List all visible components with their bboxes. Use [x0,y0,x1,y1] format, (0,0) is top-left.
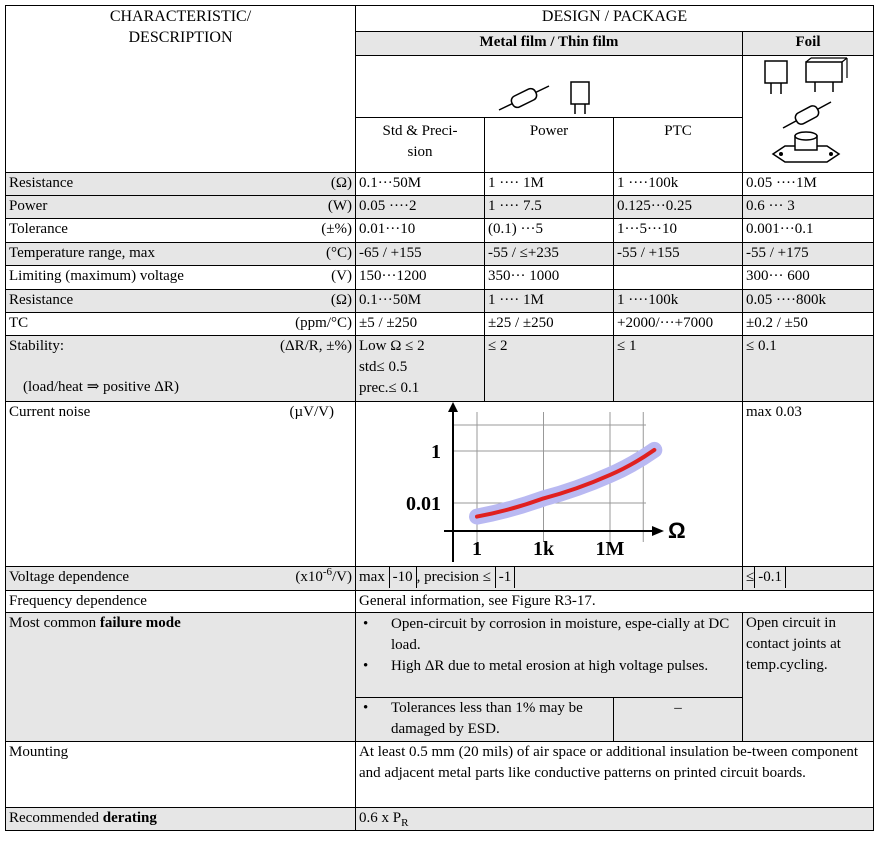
cell-value: 0.125···0.25 [614,196,743,219]
design-package-header: DESIGN / PACKAGE [356,6,874,32]
axial-foil-resistor-icon [783,102,831,128]
cell-value: +2000/···+7000 [614,313,743,336]
x-tick-label: 1 [472,538,482,560]
current-noise-chart [356,402,743,566]
noise-chart-cell [356,402,743,567]
cell-value: 0.6 ··· 3 [743,196,874,219]
row-label: TC (ppm/°C) [6,313,356,336]
list-item: • Open-circuit by corrosion in moisture, espe-cially at DC load. [391,614,739,656]
box-foil-resistor-icon [806,58,847,92]
list-item: • Tolerances less than 1% may be damaged by ESD. [391,698,610,740]
cell-value: 1 ···· 1M [485,290,614,313]
cell-value: ±5 / ±250 [356,313,485,336]
metal-film-header: Metal film / Thin film [356,32,743,56]
cell-value: 0.1···50M [356,173,485,196]
noise-foil-value: max 0.03 [743,402,874,567]
cell-value: ±25 / ±250 [485,313,614,336]
cell-value: 1 ···· 7.5 [485,196,614,219]
cell-value [614,266,743,290]
cell-value: ±0.2 / ±50 [743,313,874,336]
row-label: Temperature range, max (°C) [6,243,356,266]
resistor-package-icons [356,56,743,116]
cell-value: 150···1200 [356,266,485,290]
cell-value: 300··· 600 [743,266,874,290]
voltage-label: Voltage dependence $(x10^{-6}/V)$ [6,567,356,591]
std-precision-header: Std & Preci- sion [356,117,485,172]
row-label: Tolerance (±%) [6,219,356,243]
stability-foil-value: ≤ 0.1 [743,336,874,402]
mounting-value: At least 0.5 mm (20 mils) of air space or additional insulation be-tween component and adjacent metal parts like conductive patterns on printed circuit boards. [356,742,874,808]
y-axis-arrow [448,402,458,412]
cell-value: (0.1) ···5 [485,219,614,243]
cell-value: 1 ····100k [614,290,743,313]
foil-resistor-icons [743,56,874,172]
cell-value: 0.05 ····800k [743,290,874,313]
frequency-value: General information, see Figure R3-17. [356,591,874,613]
cell-value: 1···5···10 [614,219,743,243]
cell-value: 350··· 1000 [485,266,614,290]
x-tick-label: 1k [532,538,555,560]
cell-value: -55 / ≤+235 [485,243,614,266]
y-tick-label: 1 [431,441,441,463]
list-item: • High ΔR due to metal erosion at high voltage pulses. [391,656,739,677]
mounting-label: Mounting [6,742,356,808]
cell-value: 0.01···10 [356,219,485,243]
row-label: Power (W) [6,196,356,219]
voltage-value: max -10 , precision ≤ -1 [356,567,743,591]
description-title: DESCRIPTION [128,29,233,46]
cell-value: 0.1···50M [356,290,485,313]
noise-band [477,450,654,517]
ptc-header: PTC [614,117,743,172]
derating-value: 0.6 x $P_R$ [356,808,874,831]
frequency-label: Frequency dependence [6,591,356,613]
cell-value: -65 / +155 [356,243,485,266]
characteristic-title: CHARACTERISTIC/ [109,8,252,25]
cell-value: 0.001···0.1 [743,219,874,243]
cell-value: 0.05 ····2 [356,196,485,219]
stability-power-value: ≤ 2 [485,336,614,402]
failure-mode-list [356,613,743,698]
resistor-characteristics-table [5,5,874,831]
row-label: Resistance (Ω) [6,290,356,313]
x-tick-label: 1M [595,538,625,560]
stability-ptc-value: ≤ 1 [614,336,743,402]
cell-value: 0.05 ····1M [743,173,874,196]
cell-value: -55 / +155 [614,243,743,266]
voltage-unit: $(x10^{-6}/V)$ [295,566,352,585]
failure-mode-label: Most common failure mode [6,613,356,742]
y-tick-label: 0.01 [406,493,441,515]
cell-value: -55 / +175 [743,243,874,266]
x-axis-symbol: Ω [668,518,686,543]
power-header: Power [485,117,614,172]
to-can-foil-resistor-icon [773,132,839,162]
voltage-foil-value: ≤ -0.1 [743,567,874,591]
axial-resistor-icon [499,86,549,110]
foil-package-images [743,56,874,173]
failure-foil-value: Open circuit in contact joints at temp.cycling. [743,613,874,742]
row-label: Resistance (Ω) [6,173,356,196]
foil-header: Foil [743,32,874,56]
stability-label: Stability: (ΔR/R, ±%) (load/heat ⇒ positive ΔR) [6,336,356,402]
radial-resistor-icon [571,82,589,114]
failure-esd-cell [356,698,614,742]
x-axis-arrow [652,526,664,536]
row-label: Limiting (maximum) voltage (V) [6,266,356,290]
stability-std-value: Low Ω ≤ 2 std≤ 0.5 prec.≤ 0.1 [356,336,485,402]
cell-value: 1 ····100k [614,173,743,196]
characteristic-header [6,6,356,173]
radial-foil-resistor-icon [765,61,787,94]
noise-label: Current noise (µV/V) [6,402,356,567]
cell-value: 1 ···· 1M [485,173,614,196]
derating-label: Recommended derating [6,808,356,831]
metal-film-package-images [356,56,743,118]
failure-ptc-dash: – [614,698,743,742]
